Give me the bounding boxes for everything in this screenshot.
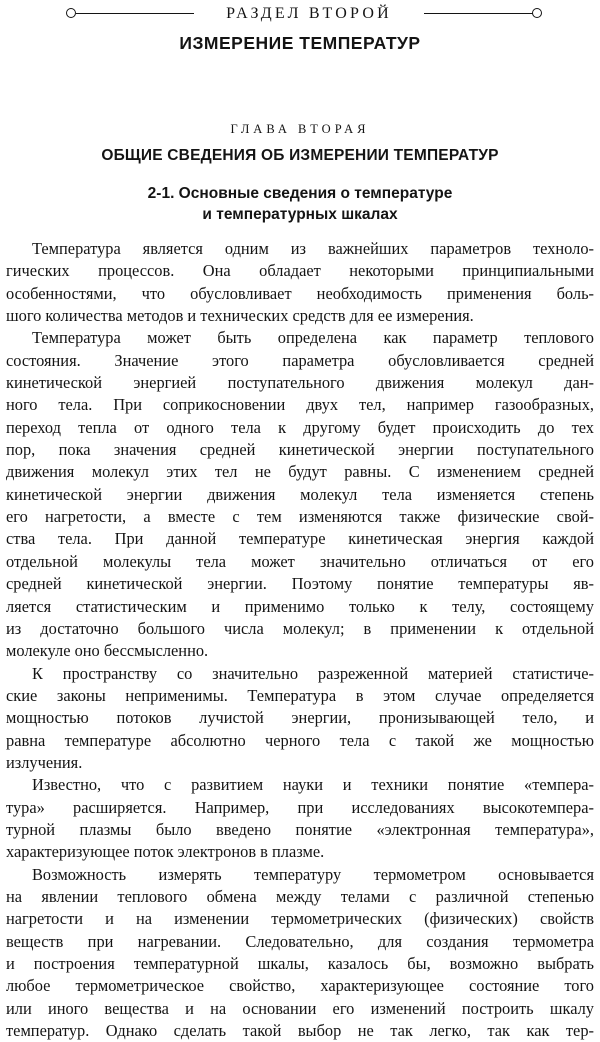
chapter-title: ОБЩИЕ СВЕДЕНИЯ ОБ ИЗМЕРЕНИИ ТЕМПЕРАТУР — [101, 147, 499, 164]
text-line: молекуле оно бессмысленно. — [6, 641, 209, 661]
section-title: ИЗМЕРЕНИЕ ТЕМПЕРАТУР — [179, 33, 421, 53]
text-line: Температура является одним из важнейших параметров техноло- — [32, 239, 594, 258]
chapter-label: ГЛАВА ВТОРАЯ — [230, 122, 370, 136]
text-line: тура» расширяется. Например, при исследованиях высокотемпера- — [6, 797, 594, 817]
text-line: кинетической энергии движения молекул тела изменяется степень — [6, 484, 594, 504]
text-line: К пространству со значительно разреженной материей статистиче- — [32, 663, 594, 683]
text-line: ства тела. При данной температуре кинетическая энергия каждой — [6, 529, 594, 549]
text-line: веществ при нагревании. Следовательно, для создания термометра — [6, 931, 594, 951]
text-line: ного тела. При соприкосновении двух тел, например газообразных, — [6, 395, 594, 415]
text-line: равна температуре абсолютно черного тела с такой же мощностью — [6, 730, 594, 750]
text-line: пор, пока значения средней кинетической энергии поступательного — [6, 440, 594, 460]
text-line: гических процессов. Она обладает некоторыми принципиальными — [6, 261, 594, 281]
text-line: нагретости и на изменении термометрических (физических) свойств — [6, 909, 594, 929]
subsection-title-line: и температурных шкалах — [202, 206, 398, 223]
text-line: или иного вещества и на основании его изменений построить шкалу — [6, 998, 594, 1018]
subsection-title-line: 2-1. Основные сведения о температуре — [147, 185, 453, 202]
section-header-rule — [66, 4, 544, 24]
subsection-heading — [0, 183, 600, 225]
text-line: мощностью потоков лучистой энергии, пронизывающей тело, и — [6, 708, 594, 728]
text-line: на явлении теплового обмена между телами с различной степенью — [6, 886, 594, 906]
ornament-line-right — [424, 13, 534, 14]
body-text — [6, 238, 594, 1042]
text-line: состояния. Значение этого параметра обусловливается средней — [6, 350, 594, 370]
text-line: Возможность измерять температуру термометром основывается — [32, 864, 594, 884]
section-label: РАЗДЕЛ ВТОРОЙ — [226, 5, 392, 22]
ornament-circle-right — [532, 8, 542, 18]
text-line: его нагретости, а вместе с тем изменяются также физические свой- — [6, 507, 594, 527]
text-line: ские законы неприменимы. Температура в этом случае определяется — [6, 685, 594, 705]
text-line: характеризующее поток электронов в плазме. — [6, 842, 325, 862]
text-line: излучения. — [6, 752, 83, 772]
text-line: особенностями, что обусловливает необходимость применения боль- — [6, 283, 594, 303]
text-line: переход тепла от одного тела к другому будет происходить до тех — [6, 417, 594, 437]
text-line: отдельной молекулы тела может значительно отличаться от его — [6, 551, 594, 571]
text-line: любое термометрическое свойство, характеризующее состояние того — [6, 976, 594, 996]
text-line: движения молекул этих тел не будут равны. С изменением средней — [6, 462, 594, 482]
text-line: ляется статистическим и применимо только к телу, состоящему — [6, 596, 594, 616]
text-line: и построения температурной шкалы, казалось бы, возможно выбрать — [6, 954, 594, 973]
text-line: средней кинетической энергии. Поэтому понятие температуры яв- — [6, 574, 594, 594]
text-line: из достаточно большого числа молекул; в применении к отдельной — [6, 618, 594, 638]
text-line: кинетической энергией поступательного движения молекул дан- — [6, 373, 594, 393]
text-line: шого количества методов и технических средств для ее измерения. — [6, 306, 474, 326]
text-line: Известно, что с развитием науки и техники понятие «темпера- — [32, 775, 594, 795]
text-line: Температура может быть определена как параметр теплового — [32, 328, 594, 348]
text-line: турной плазмы было введено понятие «электронная температура», — [6, 819, 594, 839]
text-line: температур. Однако сделать такой выбор не так легко, так как тер- — [6, 1021, 594, 1041]
ornament-line-left — [76, 13, 194, 14]
ornament-circle-left — [66, 8, 76, 18]
